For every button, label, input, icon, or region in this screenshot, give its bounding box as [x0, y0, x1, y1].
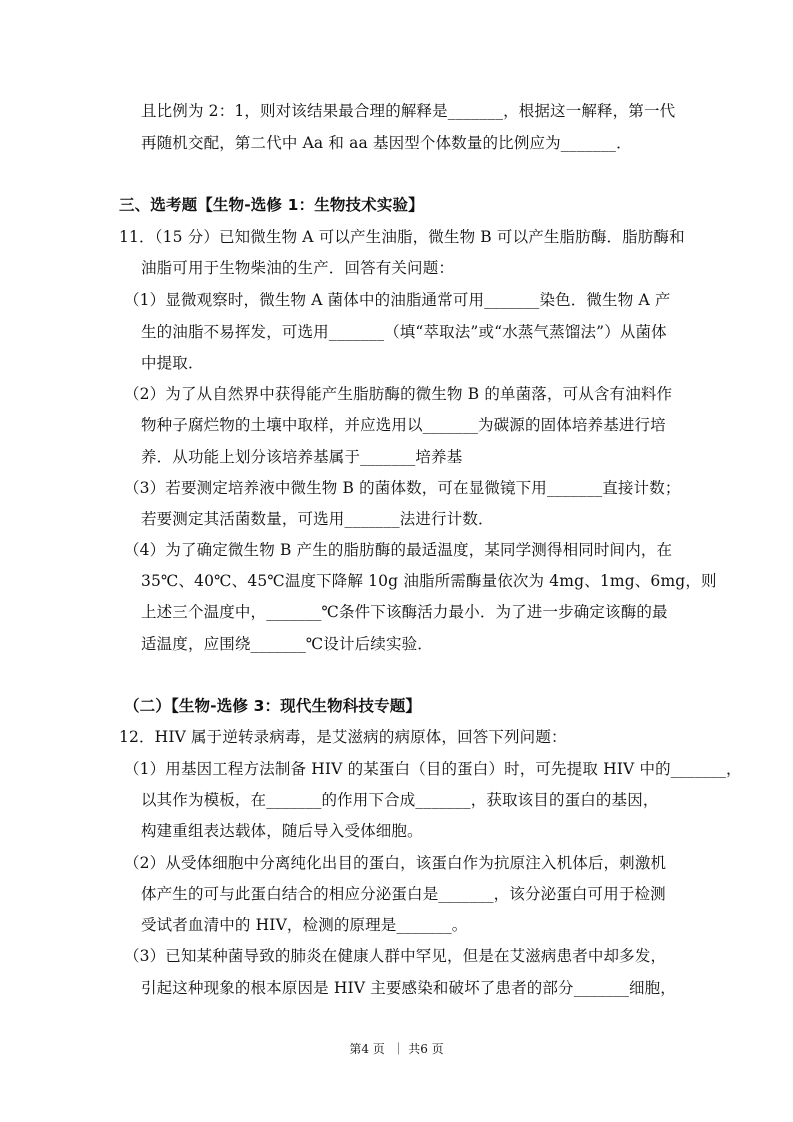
- text-line: （2）从受体细胞中分离纯化出目的蛋白，该蛋白作为抗原注入机体后，刺激机: [124, 854, 667, 872]
- text-line: 适温度，应围绕_______℃设计后续实验．: [141, 635, 433, 653]
- text-line: 油脂可用于生物柴油的生产．回答有关问题：: [141, 259, 455, 277]
- text-line: （3）若要测定培养液中微生物 B 的菌体数，可在显微镜下用_______直接计数；: [124, 479, 681, 497]
- text-line: 养．从功能上划分该培养基属于_______培养基: [141, 448, 463, 466]
- text-line: （2）为了从自然界中获得能产生脂肪酶的微生物 B 的单菌落，可从含有油料作: [124, 385, 673, 403]
- page-footer: 第4 页 ｜ 共6 页: [349, 1042, 444, 1056]
- text-line: 引起这种现象的根本原因是 HIV 主要感染和破坏了患者的部分_______细胞，: [141, 979, 676, 997]
- text-line: 中提取．: [141, 354, 204, 372]
- text-line: （4）为了确定微生物 B 产生的脂肪酶的最适温度，某同学测得相同时间内，在: [124, 541, 673, 559]
- section-heading: （二）【生物-选修 3：现代生物科技专题】: [124, 697, 422, 715]
- text-line: 35℃、40℃、45℃温度下降解 10g 油脂所需酶量依次为 4mg、1mg、6mg，则: [141, 572, 717, 590]
- text-line: 受试者血清中的 HIV，检测的原理是_______。: [141, 916, 468, 934]
- text-line: 体产生的可与此蛋白结合的相应分泌蛋白是_______，该分泌蛋白可用于检测: [141, 885, 666, 903]
- text-line: 生的油脂不易挥发，可选用_______（填“萃取法”或“水蒸气蒸馏法”）从菌体: [141, 323, 667, 341]
- text-line: 若要测定其活菌数量，可选用_______法进行计数．: [141, 510, 494, 528]
- text-line: 物种子腐烂物的土壤中取样，并应选用以_______为碳源的固体培养基进行培: [141, 416, 666, 434]
- text-line: 构建重组表达载体，随后导入受体细胞。: [141, 822, 423, 840]
- text-line: （1）显微观察时，微生物 A 菌体中的油脂通常可用_______染色．微生物 A 产: [124, 291, 671, 309]
- text-line: 以其作为模板，在_______的作用下合成_______，获取该目的蛋白的基因，: [141, 791, 659, 809]
- text-line: 且比例为 2：1，则对该结果最合理的解释是_______，根据这一解释，第一代: [141, 102, 676, 120]
- text-line: （1）用基因工程方法制备 HIV 的某蛋白（目的蛋白）时，可先提取 HIV 中的_______，: [124, 760, 742, 778]
- text-line: 再随机交配，第二代中 Aa 和 aa 基因型个体数量的比例应为_______．: [141, 134, 632, 152]
- text-line: （3）已知某种菌导致的肺炎在健康人群中罕见，但是在艾滋病患者中却多发，: [124, 947, 667, 965]
- text-line: 上述三个温度中，_______℃条件下该酶活力最小．为了进一步确定该酶的最: [141, 603, 668, 621]
- question-line: 12．HIV 属于逆转录病毒，是艾滋病的病原体，回答下列问题：: [119, 728, 567, 746]
- question-line: 11．（15 分）已知微生物 A 可以产生油脂，微生物 B 可以产生脂肪酶．脂肪酶和: [119, 228, 685, 246]
- section-heading: 三、选考题【生物-选修 1：生物技术实验】: [119, 196, 424, 214]
